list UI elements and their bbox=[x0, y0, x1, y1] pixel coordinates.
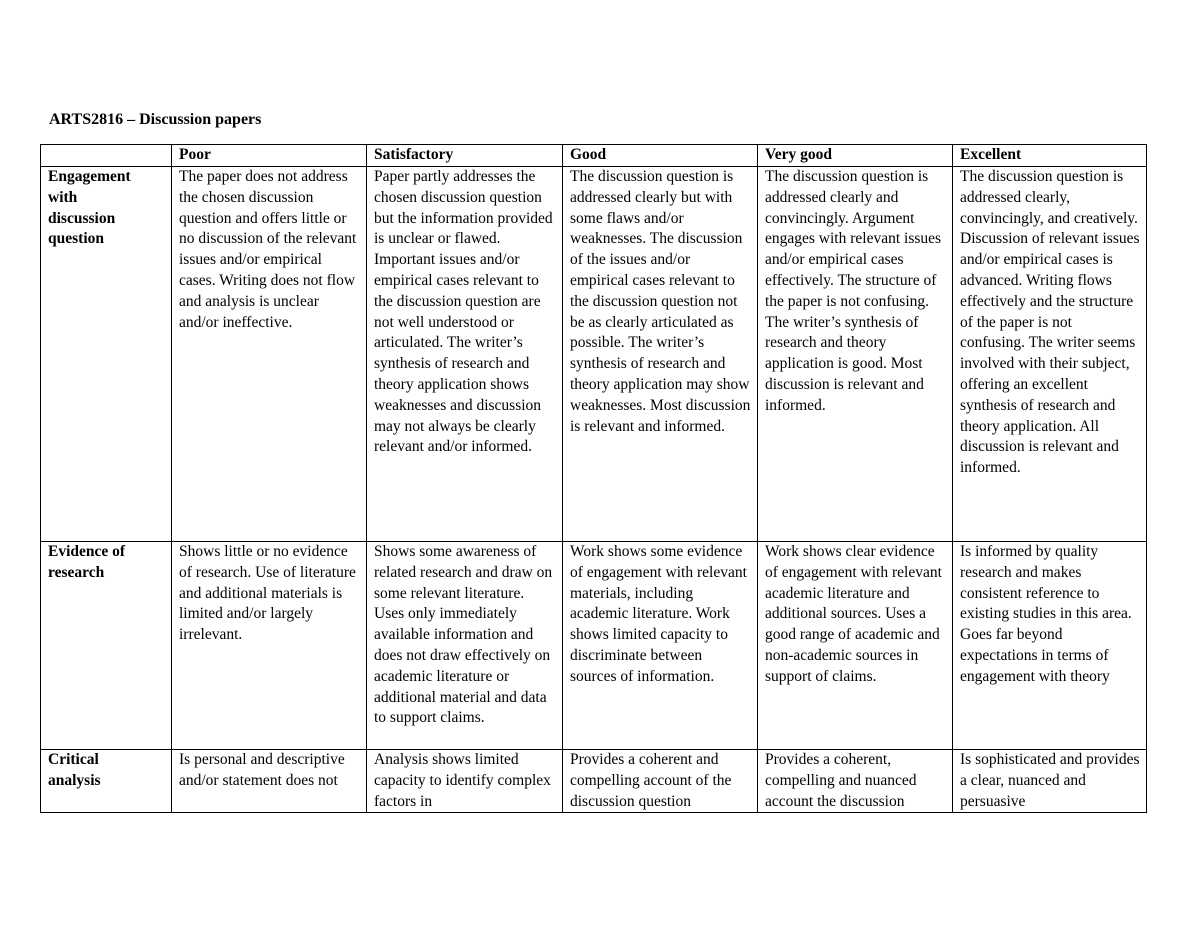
header-row bbox=[41, 145, 1147, 167]
rating-cell: The discussion question is addressed clearly, convincingly, and creatively. Discussion of relevant issues and/or empirical cases is advanced. Writing flows effectively and the structure of the paper is not confusing. The writer seems involved with their subject, offering an excellent synthesis of research and theory application. All discussion is relevant and informed. bbox=[953, 167, 1147, 542]
criterion-label: Engagement with discussion question bbox=[48, 168, 131, 248]
header-very-good: Very good bbox=[758, 145, 953, 167]
rubric-table bbox=[40, 144, 1147, 813]
header-poor: Poor bbox=[172, 145, 367, 167]
rating-cell: Paper partly addresses the chosen discussion question but the information provided is unclear or flawed. Important issues and/or empirical cases relevant to the discussion question are not well understood or articulated. The writer’s synthesis of research and theory application shows weaknesses and discussion may not always be clearly relevant and/or informed. bbox=[367, 167, 563, 542]
table-row bbox=[41, 750, 1147, 813]
rating-cell: Is informed by quality research and makes consistent reference to existing studies in this area. Goes far beyond expectations in terms of engagement with theory bbox=[953, 542, 1147, 750]
criterion-cell bbox=[41, 167, 172, 542]
rating-cell: The discussion question is addressed clearly but with some flaws and/or weaknesses. The discussion of the issues and/or empirical cases relevant to the discussion question not be as clearly articulated as possible. The writer’s synthesis of research and theory application may show weaknesses. Most discussion is relevant and informed. bbox=[563, 167, 758, 542]
rating-cell: Work shows clear evidence of engagement with relevant academic literature and additional sources. Uses a good range of academic and non-academic sources in support of claims. bbox=[758, 542, 953, 750]
header-good: Good bbox=[563, 145, 758, 167]
rating-cell: Is sophisticated and provides a clear, nuanced and persuasive bbox=[953, 750, 1147, 813]
rating-cell: Provides a coherent and compelling account of the discussion question bbox=[563, 750, 758, 813]
rating-cell: The paper does not address the chosen discussion question and offers little or no discussion of the relevant issues and/or empirical cases. Writing does not flow and analysis is unclear and/or ineffective. bbox=[172, 167, 367, 542]
rating-cell: Shows some awareness of related research and draw on some relevant literature. Uses only immediately available information and does not draw effectively on academic literature or additional material and data to support claims. bbox=[367, 542, 563, 750]
rating-cell: Analysis shows limited capacity to identify complex factors in bbox=[367, 750, 563, 813]
header-corner-cell bbox=[41, 145, 172, 167]
rating-cell: Is personal and descriptive and/or statement does not bbox=[172, 750, 367, 813]
rating-cell: The discussion question is addressed clearly and convincingly. Argument engages with relevant issues and/or empirical cases effectively. The structure of the paper is not confusing. The writer’s synthesis of research and theory application is good. Most discussion is relevant and informed. bbox=[758, 167, 953, 542]
header-excellent: Excellent bbox=[953, 145, 1147, 167]
criterion-cell bbox=[41, 750, 172, 813]
rating-cell: Provides a coherent, compelling and nuanced account the discussion bbox=[758, 750, 953, 813]
header-satisfactory: Satisfactory bbox=[367, 145, 563, 167]
criterion-label: Evidence of research bbox=[48, 543, 126, 581]
document-title: ARTS2816 – Discussion papers bbox=[49, 111, 262, 128]
table-row bbox=[41, 167, 1147, 542]
rating-cell: Shows little or no evidence of research. Use of literature and additional materials is limited and/or largely irrelevant. bbox=[172, 542, 367, 750]
table-row bbox=[41, 542, 1147, 750]
criterion-cell bbox=[41, 542, 172, 750]
criterion-label: Critical analysis bbox=[48, 751, 101, 789]
rating-cell: Work shows some evidence of engagement with relevant materials, including academic literature. Work shows limited capacity to discriminate between sources of information. bbox=[563, 542, 758, 750]
